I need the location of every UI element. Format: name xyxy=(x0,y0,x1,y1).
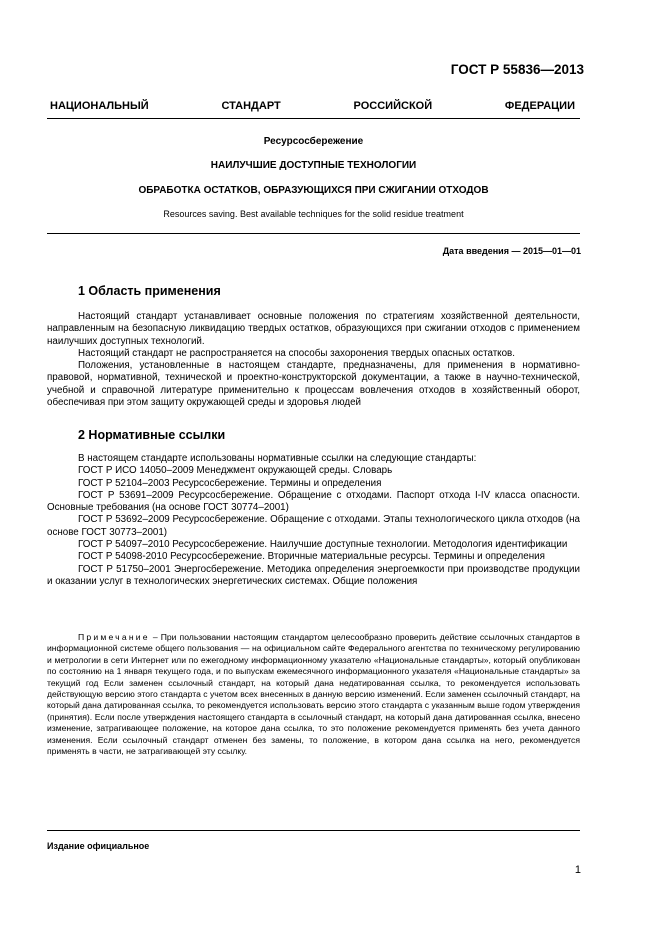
national-standard-banner: НАЦИОНАЛЬНЫЙ СТАНДАРТ РОССИЙСКОЙ ФЕДЕРАЦИИ xyxy=(50,100,575,112)
note-text: – При пользовании настоящим стандартом целесообразно проверить действие ссылочных стандартов в информационной системе общего пользования — на официальном сайте Федерального агентства по техническому регулированию и метрологии в сети Интернет или по ежегодному информационному указателю «Национальные стандарты», который опубликован по состоянию на 1 января текущего года, и по выпускам ежемесячного информационного указателя «Национальные стандарты» за текущий год Если заменен ссылочный стандарт, на который дана недатированная ссылка, то рекомендуется использовать действующую версию этого стандарта с учетом всех внесенных в данную версию изменений. Если заменен ссылочный стандарт, на который дана датированная ссылка, то рекомендуется использовать версию этого стандарта с указанным выше годом утверждения (принятия). Если после утверждения настоящего стандарта в ссылочный стандарт, на который дана датированная ссылка, внесено изменение, затрагивающее положение, на которое дана ссылка, то это положение рекомендуется применять без учета данного изменения. Если ссылочный стандарт отменен без замены, то положение, в котором дана ссылка на него, рекомендуется применять в части, не затрагивающей эту ссылку. xyxy=(47,632,580,757)
reference-item: ГОСТ Р 52104–2003 Ресурсосбережение. Термины и определения xyxy=(78,477,382,489)
edition-label: Издание официальное xyxy=(47,841,150,851)
footer-divider xyxy=(47,830,580,831)
note-label: Примечание xyxy=(78,632,150,642)
reference-item: ГОСТ Р 54097–2010 Ресурсосбережение. Наилучшие доступные технологии. Методология идентификации xyxy=(78,539,568,551)
section-2-heading: 2 Нормативные ссылки xyxy=(78,428,226,442)
title-line-3: ОБРАБОТКА ОСТАТКОВ, ОБРАЗУЮЩИХСЯ ПРИ СЖИГАНИИ ОТХОДОВ xyxy=(138,185,489,196)
page-number: 1 xyxy=(574,864,581,876)
section-1-body xyxy=(47,311,580,409)
reference-item: ГОСТ Р 54098-2010 Ресурсосбережение. Вторичные материальные ресурсы. Термины и определения xyxy=(78,551,545,563)
paragraph: Настоящий стандарт не распространяется на способы захоронения твердых опасных остатков. xyxy=(78,347,515,359)
introduction-date: Дата введения — 2015—01—01 xyxy=(442,246,581,256)
english-title: Resources saving. Best available techniques for the solid residue treatment xyxy=(163,209,464,219)
title-divider xyxy=(47,233,580,234)
paragraph: В настоящем стандарте использованы нормативные ссылки на следующие стандарты: xyxy=(78,453,477,464)
reference-item: ГОСТ Р ИСО 14050–2009 Менеджмент окружающей среды. Словарь xyxy=(78,465,393,477)
reference-item: ГОСТ Р 53692–2009 Ресурсосбережение. Обращение с отходами. Этапы технологического цикла отходов (на основе ГОСТ 30773–2001) xyxy=(47,514,580,538)
section-1-heading: 1 Область применения xyxy=(78,284,221,298)
paragraph: Положения, установленные в настоящем стандарте, предназначены, для применения в нормативно-правовой, нормативной, технической и проектно-конструкторской документации, а также в научно-технической, учебной и справочной литературе применительно к процессам вовлечения отходов в хозяйственный оборот, обеспечивая при этом защиту окружающей среды и здоровья людей xyxy=(47,360,580,409)
paragraph: Настоящий стандарт устанавливает основные положения по стратегиям хозяйственной деятельности, направленным на безопасную ликвидацию твердых остатков, образующихся при сжигании отходов с применением наилучших доступных технологий. xyxy=(47,311,580,347)
reference-item: ГОСТ Р 51750–2001 Энергосбережение. Методика определения энергоемкости при производстве продукции и оказании услуг в технологических энергетических системах. Общие положения xyxy=(47,563,580,587)
title-line-2: НАИЛУЧШИЕ ДОСТУПНЫЕ ТЕХНОЛОГИИ xyxy=(210,160,417,171)
section-2-body xyxy=(47,453,580,588)
note-paragraph xyxy=(47,632,580,757)
standard-number: ГОСТ Р 55836—2013 xyxy=(450,62,584,77)
reference-item: ГОСТ Р 53691–2009 Ресурсосбережение. Обращение с отходами. Паспорт отхода I-IV класса опасности. Основные требования (на основе ГОСТ 30774–2001) xyxy=(47,489,580,514)
top-divider xyxy=(47,118,580,119)
title-line-1: Ресурсосбережение xyxy=(263,136,364,147)
